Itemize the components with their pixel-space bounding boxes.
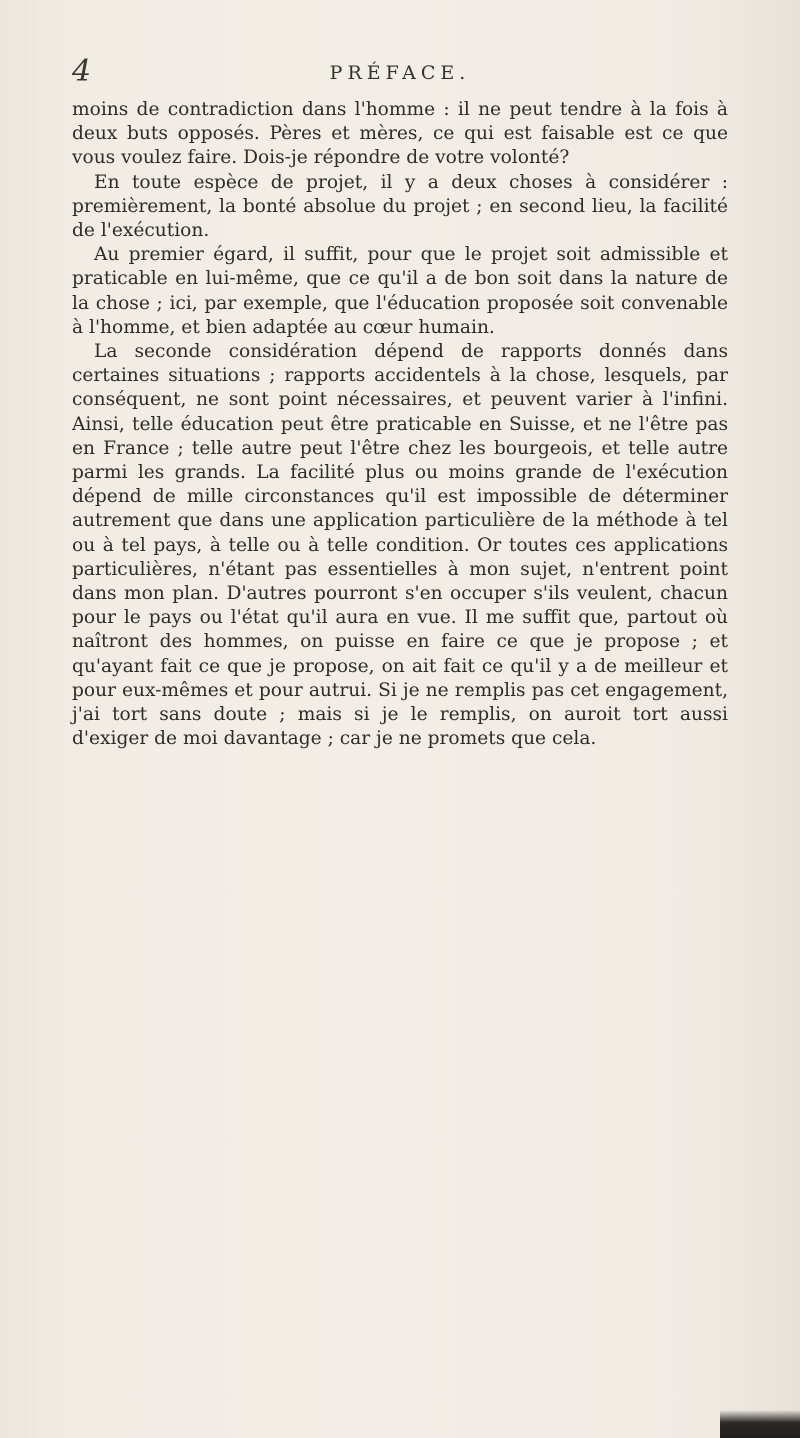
paragraph-two-things: En toute espèce de projet, il y a deux choses à considérer : premièrement, la bonté absolue du projet ; en second lieu, la facilité de l'exécution. (72, 171, 728, 242)
body-text (72, 98, 728, 751)
scan-edge-shadow (720, 1410, 800, 1438)
page-number: 4 (72, 54, 92, 89)
page-header (70, 54, 730, 90)
paragraph-continuation: moins de contradiction dans l'homme : il ne peut tendre à la fois à deux buts opposés. Pères et mères, ce qui est faisable est ce que vous voulez faire. Dois-je répondre de votre volonté? (72, 99, 728, 169)
paragraph-second-consideration: La seconde considération dépend de rapports donnés dans certaines situations ; rapports accidentels à la chose, lesquels, par conséquent, ne sont point nécessaires, et peuvent varier à l'infini. Ainsi, telle éducation peut être praticable en Suisse, et ne l'être pas en France ; telle autre peut l'être chez les bourgeois, et telle autre parmi les grands. La facilité plus ou moins grande de l'exécution dépend de mille circonstances qu'il est impossible de déterminer autrement que dans une application particulière de la méthode à tel ou à tel pays, à telle ou à telle condition. Or toutes ces applications particulières, n'étant pas essentielles à mon sujet, n'entrent point dans mon plan. D'autres pourront s'en occuper s'ils veulent, chacun pour le pays ou l'état qu'il aura en vue. Il me suffit que, partout où naîtront des hommes, on puisse en faire ce que je propose ; et qu'ayant fait ce que je propose, on ait fait ce qu'il y a de meilleur et pour eux-mêmes et pour autrui. Si je ne remplis pas cet engagement, j'ai tort sans doute ; mais si je le remplis, on auroit tort aussi d'exiger de moi davantage ; car je ne promets que cela. (72, 341, 728, 750)
running-title: PRÉFACE. (329, 62, 471, 84)
paragraph-first-regard: Au premier égard, il suffit, pour que le projet soit admissible et praticable en lui-même, que ce qu'il a de bon soit dans la nature de la chose ; ici, par exemple, que l'éducation proposée soit convenable à l'homme, et bien adaptée au cœur humain. (72, 244, 728, 338)
